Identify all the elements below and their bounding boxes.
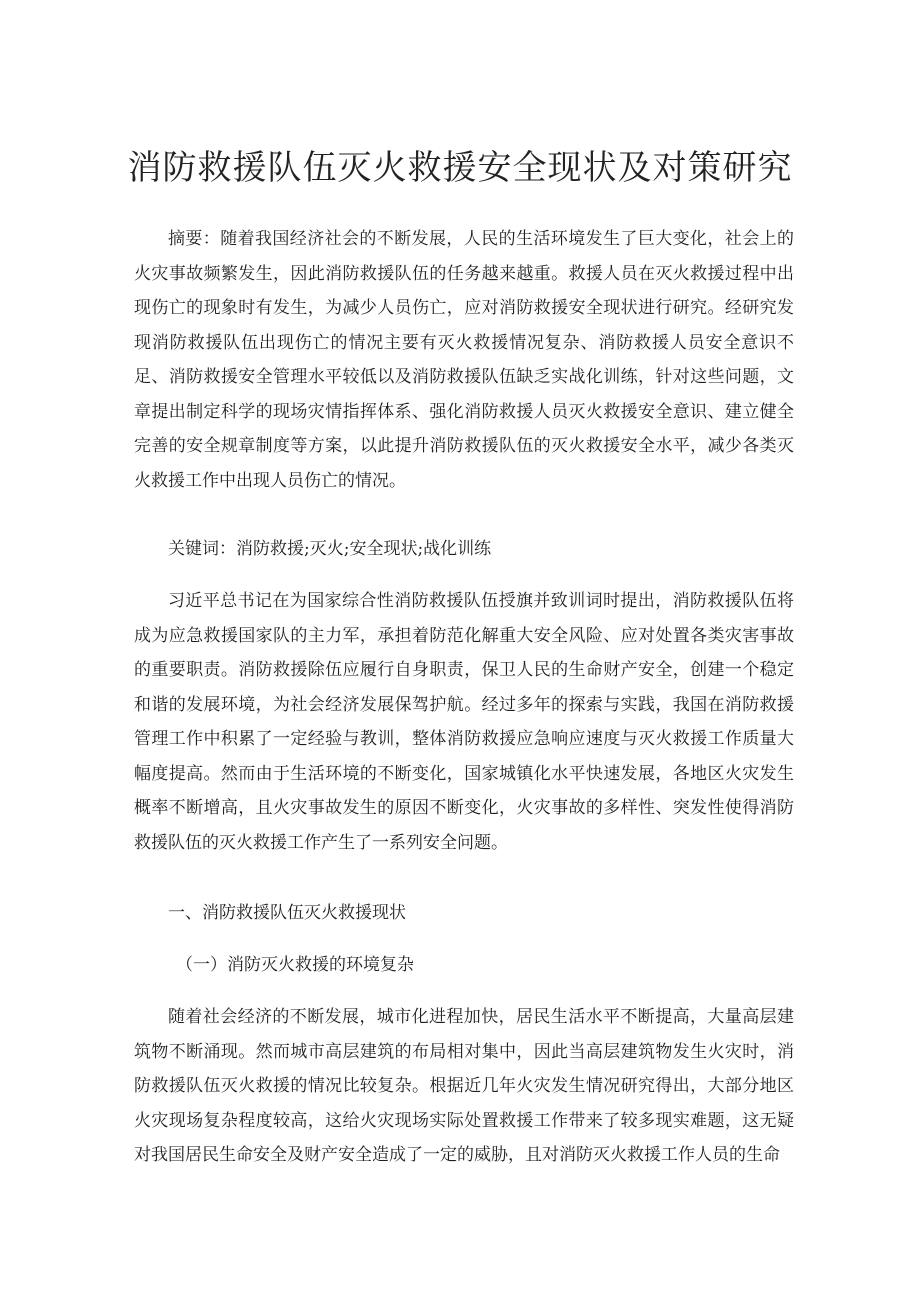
body-paragraph: 随着社会经济的不断发展，城市化进程加快，居民生活水平不断提高，大量高层建筑物不断涌现。然而城市高层建筑的布局相对集中，因此当高层建筑物发生火灾时，消防救援队伍灭火救援的情况比较复杂。根据近几年火灾发生情况研究得出，大部分地区火灾现场复杂程度较高，这给火灾现场实际处置救援工作带来了较多现实难题，这无疑对我国居民生命安全及财产安全造成了一定的威胁，且对消防灭火救援工作人员的生命 (134, 1007, 794, 1165)
section-heading: 一、消防救援队伍灭火救援现状 (168, 903, 406, 923)
intro-paragraph: 习近平总书记在为国家综合性消防救援队伍授旗并致训词时提出，消防救援队伍将成为应急救援国家队的主力军，承担着防范化解重大安全风险、应对处置各类灾害事故的重要职责。消防救援除伍应履行自身职责，保卫人民的生命财产安全，创建一个稳定和谐的发展环境，为社会经济发展保驾护航。经过多年的探索与实践，我国在消防救援管理工作中积累了一定经验与教训，整体消防救援应急响应速度与灭火救援工作质量大幅度提高。然而由于生活环境的不断变化，国家城镇化水平快速发展，各地区火灾发生概率不断增高，且火灾事故发生的原因不断变化，火灾事故的多样性、突发性使得消防救援队伍的灭火救援工作产生了一系列安全问题。 (134, 591, 794, 853)
keywords-line: 关键词：消防救援;灭火;安全现状;战化训练 (168, 539, 492, 559)
subsection-heading: （一）消防灭火救援的环境复杂 (176, 955, 414, 975)
abstract-paragraph: 摘要：随着我国经济社会的不断发展，人民的生活环境发生了巨大变化，社会上的火灾事故频繁发生，因此消防救援队伍的任务越来越重。救援人员在灭火救援过程中出现伤亡的现象时有发生，为减少人员伤亡，应对消防救援安全现状进行研究。经研究发现消防救援队伍出现伤亡的情况主要有灭火救援情况复杂、消防救援人员安全意识不足、消防救援安全管理水平较低以及消防救援队伍缺乏实战化训练，针对这些问题，文章提出制定科学的现场灾情指挥体系、强化消防救援人员灭火救援安全意识、建立健全完善的安全规章制度等方案，以此提升消防救援队伍的灭火救援安全水平，减少各类灭火救援工作中出现人员伤亡的情况。 (134, 229, 794, 491)
paper-title: 消防救援队伍灭火救援安全现状及对策研究 (127, 148, 793, 188)
